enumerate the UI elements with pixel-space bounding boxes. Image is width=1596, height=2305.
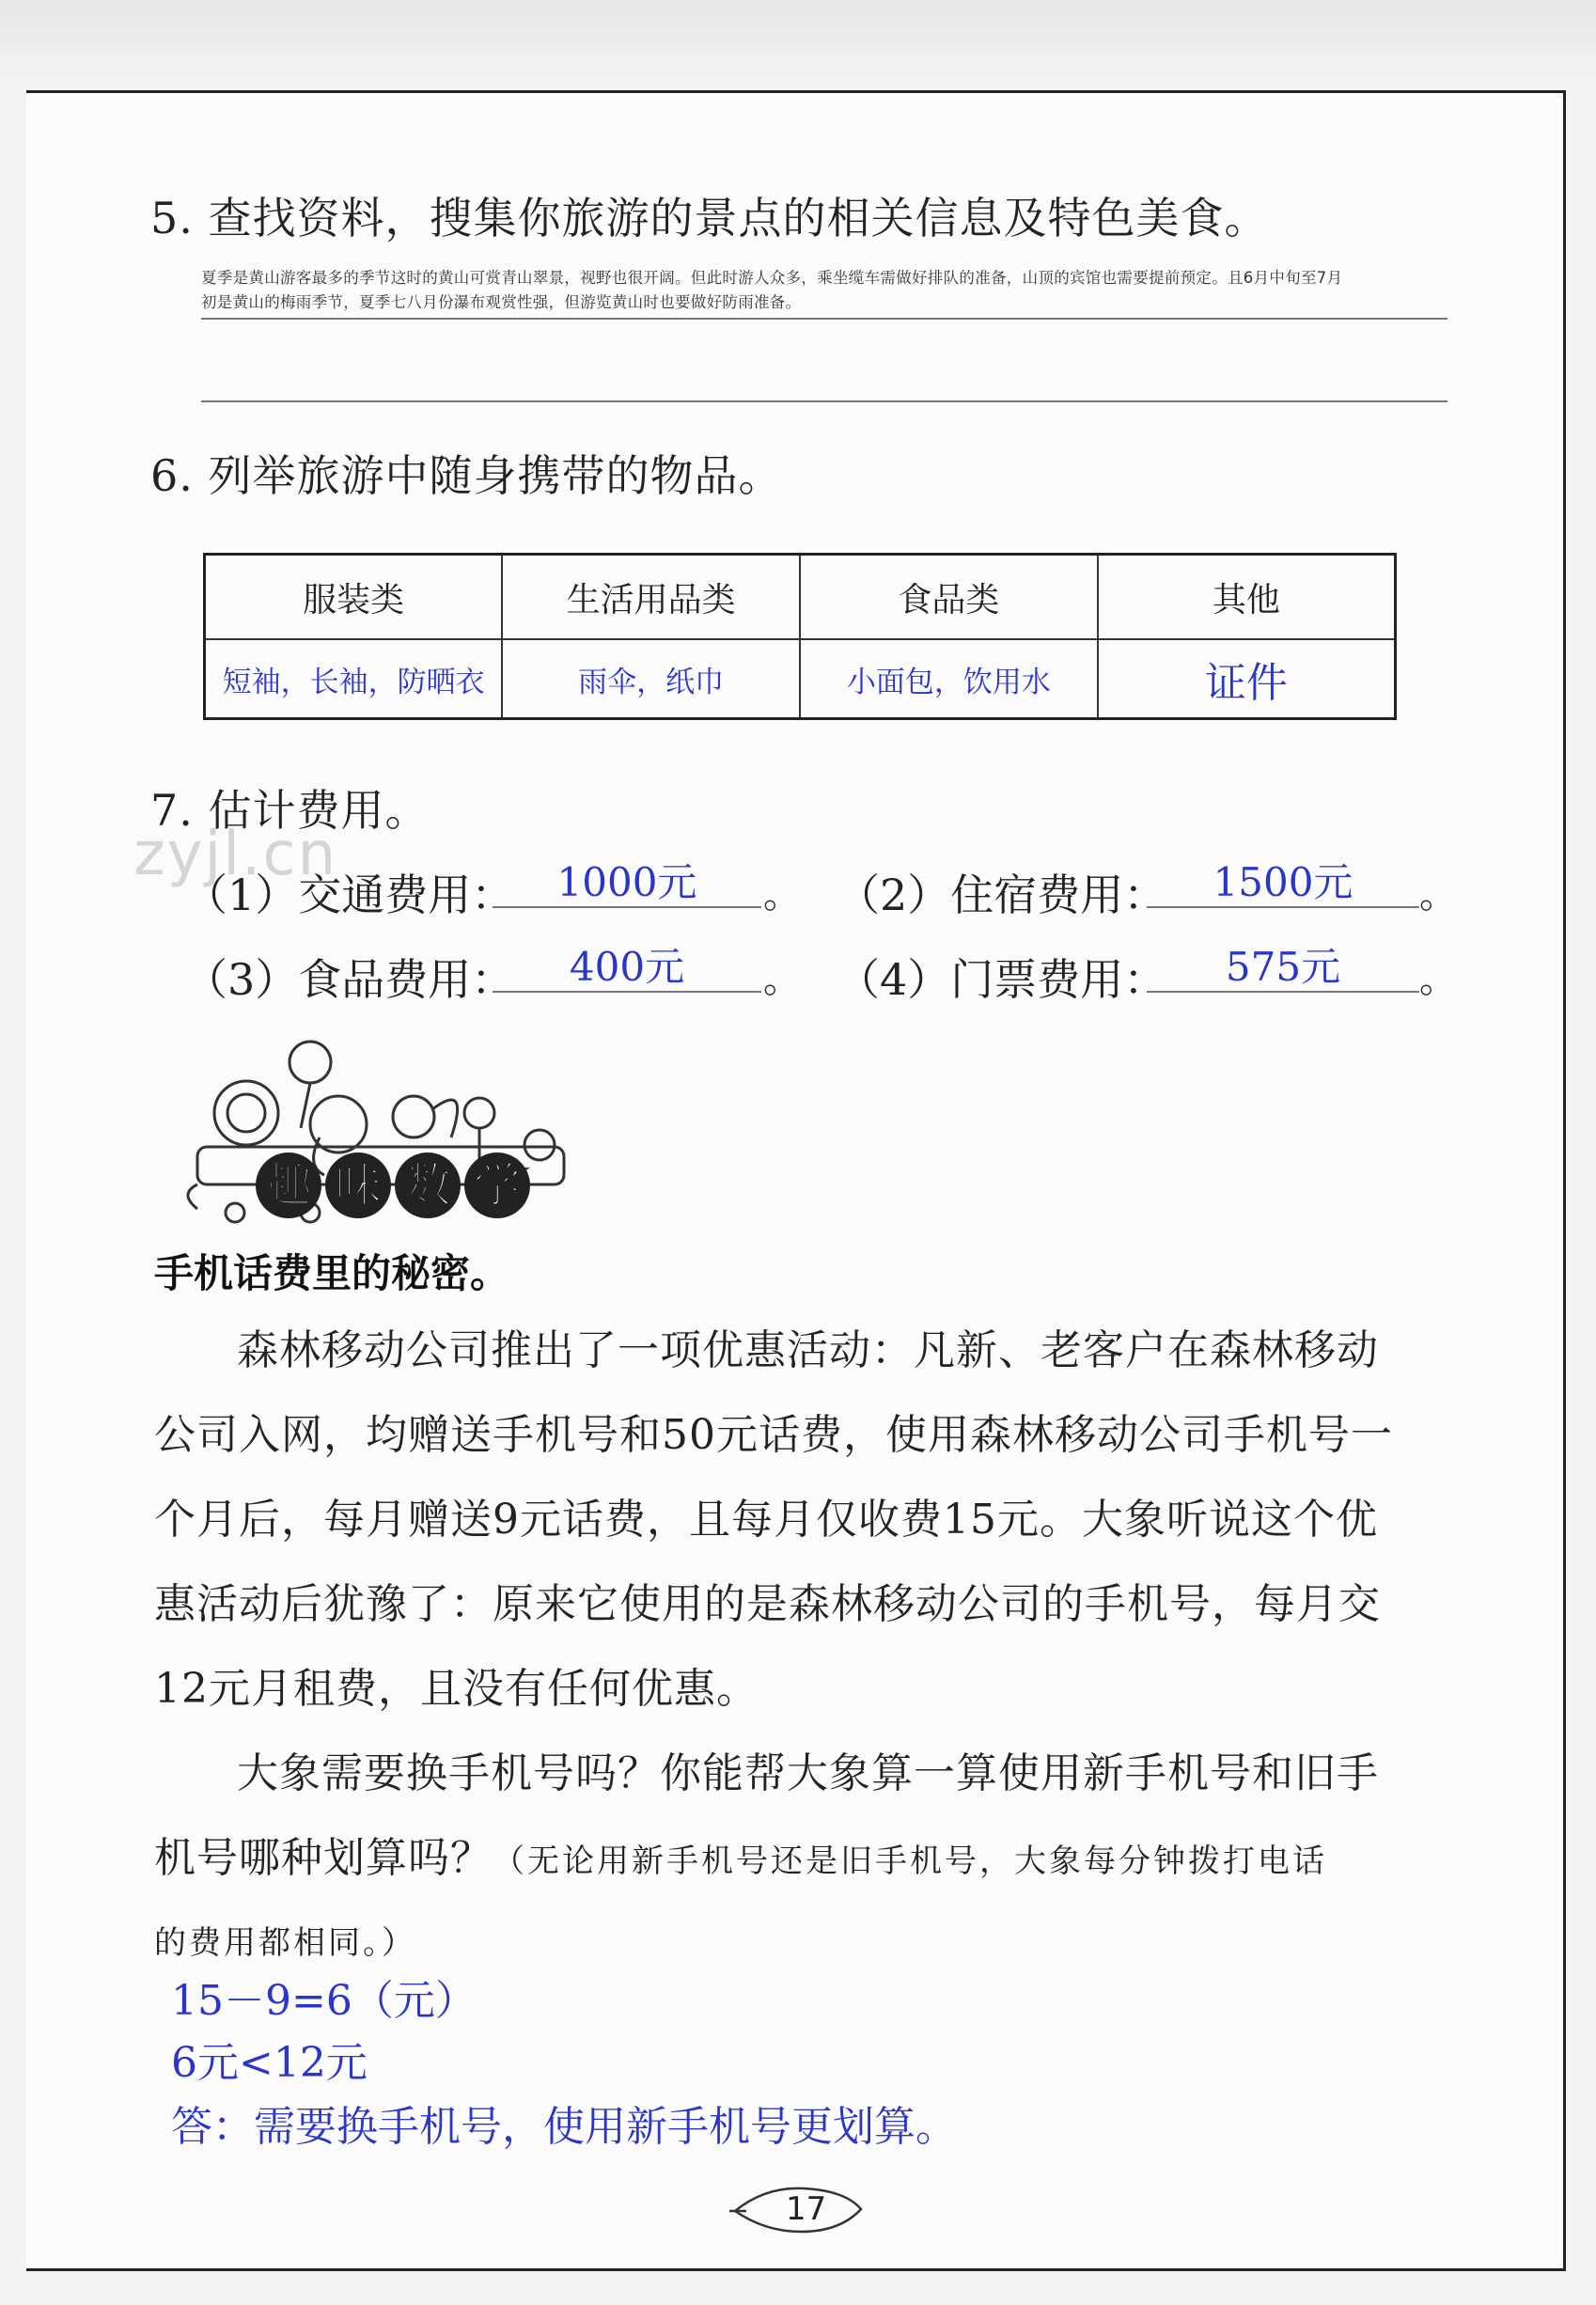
cost-end-food: 。 [763,958,801,1001]
story-line-2: 公司入网，均赠送手机号和50元话费，使用森林移动公司手机号一 [154,1411,1393,1459]
scan-shadow [0,0,1596,90]
header-daily-items: 生活用品类 [502,555,800,640]
answer-rule-1 [201,318,1447,320]
cost-line-food [493,991,761,993]
cost-line-lodging [1147,906,1419,908]
story-line-3: 个月后，每月赠送9元话费，且每月仅收费15元。大象听说这个优 [154,1496,1378,1544]
note-part-1: （无论用新手机号还是旧手机号，大象每分钟拨打电话 [493,1842,1327,1880]
story-line-5: 12元月租费，且没有任何优惠。 [154,1665,759,1713]
question-6-title: 6. 列举旅游中随身携带的物品。 [150,450,783,501]
answer-calc-2: 6元<12元 [171,2039,368,2087]
banner-char-2: 味 [325,1152,391,1218]
cost-value-transport: 1000元 [556,859,697,905]
cost-end-transport: 。 [763,873,801,917]
question-line-2 [154,1816,1451,1904]
banner-char-1: 趣 [256,1152,321,1218]
cost-end-tickets: 。 [1419,958,1457,1001]
cost-label-transport: （1）交通费用： [184,870,515,920]
balloon-icon [289,1042,331,1083]
cost-label-lodging: （2）住宿费用： [837,870,1167,920]
answer-conclusion: 答：需要换手机号，使用新手机号更划算。 [171,2103,957,2151]
cost-label-tickets: （4）门票费用： [837,954,1167,1005]
cell-food: 小面包，饮用水 [800,639,1098,719]
banner-char-4: 学 [464,1152,530,1218]
fun-math-banner [252,1145,534,1226]
cost-value-lodging: 1500元 [1213,859,1353,905]
header-clothing: 服装类 [205,555,503,640]
question-line-2-text: 机号哪种划算吗？ [154,1834,493,1882]
squirrel-icon [393,1096,434,1137]
cell-daily-items: 雨伞，纸巾 [502,639,800,719]
cost-value-tickets: 575元 [1225,944,1341,990]
lion-icon [214,1081,278,1145]
banner-char-3: 数 [395,1152,461,1218]
story-line-1: 森林移动公司推出了一项优惠活动：凡新、老客户在森林移动 [237,1326,1379,1374]
cost-line-tickets [1147,991,1419,993]
cost-label-food: （3）食品费用： [184,954,515,1005]
header-food: 食品类 [800,555,1098,640]
items-table [203,553,1397,720]
cell-clothing: 短袖，长袖，防晒衣 [205,639,503,719]
question-7-title: 7. 估计费用。 [150,785,430,836]
question-5-title: 5. 查找资料，搜集你旅游的景点的相关信息及特色美食。 [150,193,1269,243]
giraffe-icon [464,1098,494,1128]
page-number: 17 [786,2190,827,2228]
fun-math-title: 手机话费里的秘密。 [154,1250,510,1296]
note-part-2: 的费用都相同。） [154,1924,416,1962]
cost-value-food: 400元 [569,944,685,990]
cost-end-lodging: 。 [1419,873,1457,917]
header-other: 其他 [1098,555,1396,640]
watermark: zyjl.cn [133,820,338,889]
answer-calc-1: 15－9=6（元） [171,1977,477,2025]
answer-rule-2 [201,400,1447,402]
question-5-answer-line-2: 初是黄山的梅雨季节，夏季七八月份瀑布观赏性强，但游览黄山时也要做好防雨准备。 [201,293,802,311]
question-line-1: 大象需要换手机号吗？你能帮大象算一算使用新手机号和旧手 [237,1749,1379,1797]
elephant-icon [310,1096,367,1152]
cost-line-transport [493,906,761,908]
story-line-4: 惠活动后犹豫了：原来它使用的是森林移动公司的手机号，每月交 [154,1580,1381,1628]
cell-other: 证件 [1098,639,1396,719]
question-5-answer-line-1: 夏季是黄山游客最多的季节这时的黄山可赏青山翠景，视野也很开阔。但此时游人众多，乘坐缆车需做好排队的准备，山顶的宾馆也需要提前预定。且6月中旬至7月 [201,269,1343,287]
